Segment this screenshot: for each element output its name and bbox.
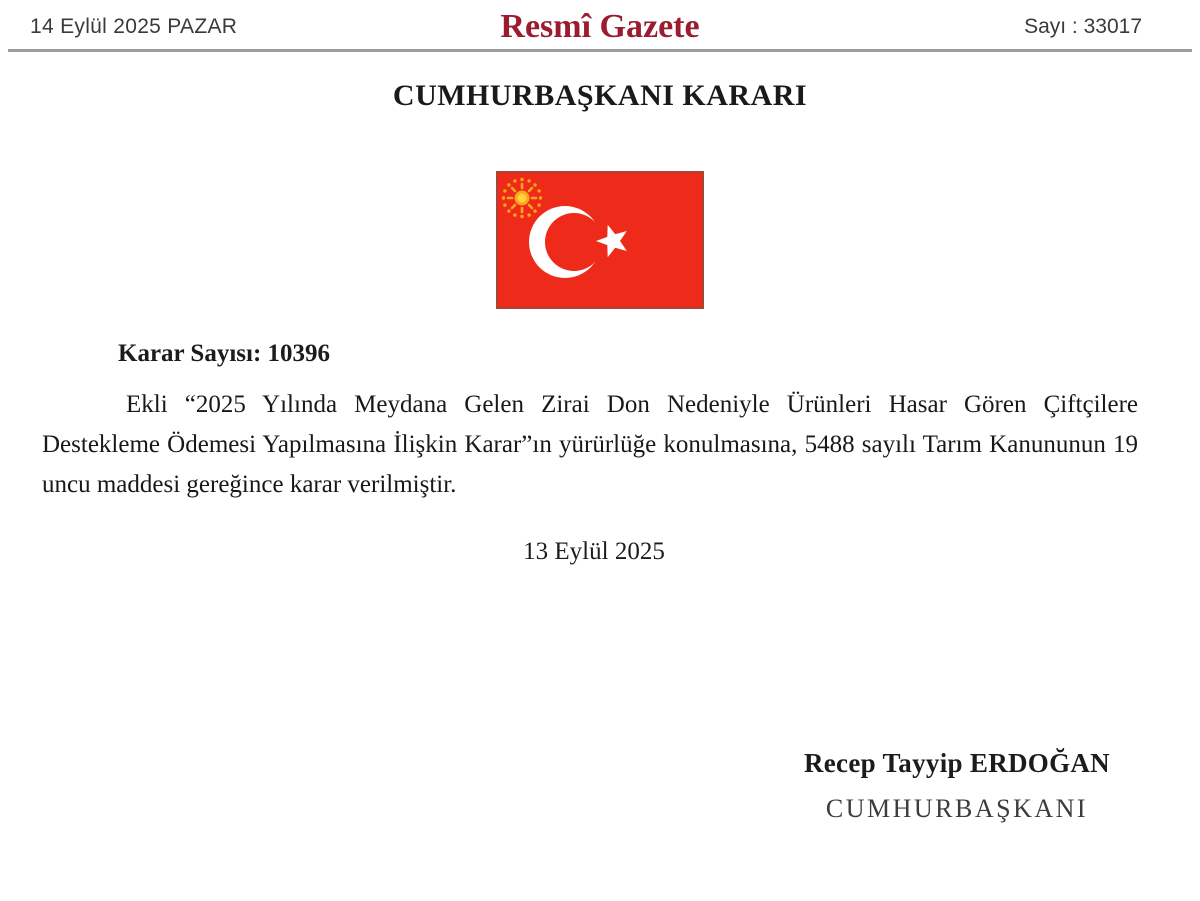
presidential-sun-emblem (502, 178, 542, 218)
turkish-presidential-flag (496, 171, 704, 309)
gazette-masthead: Resmî Gazete (500, 8, 700, 45)
header-divider (8, 49, 1192, 52)
document-title: CUMHURBAŞKANI KARARI (392, 79, 808, 112)
issue-date: 14 Eylül 2025 PAZAR (30, 15, 238, 38)
signatory-name: Recep Tayyip ERDOĞAN (803, 748, 1110, 778)
decision-date: 13 Eylül 2025 (523, 538, 665, 565)
flag-container (0, 171, 1200, 309)
decision-body: Ekli “2025 Yılında Meydana Gelen Zirai Don Nedeniyle Ürünleri Hasar Gören Çiftçilere Destekleme Ödemesi Yapılmasına İlişkin Karar”ın yürürlüğe konulmasına, 5488 sayılı Tarım Kanununun 19 uncu maddesi gereğince karar verilmiştir. (42, 391, 1138, 498)
issue-number: Sayı : 33017 (1024, 15, 1142, 38)
signature-block (804, 748, 1110, 824)
signatory-title: CUMHURBAŞKANI (825, 794, 1089, 823)
gazette-header (0, 0, 1200, 46)
decision-number: Karar Sayısı: 10396 (118, 340, 331, 367)
